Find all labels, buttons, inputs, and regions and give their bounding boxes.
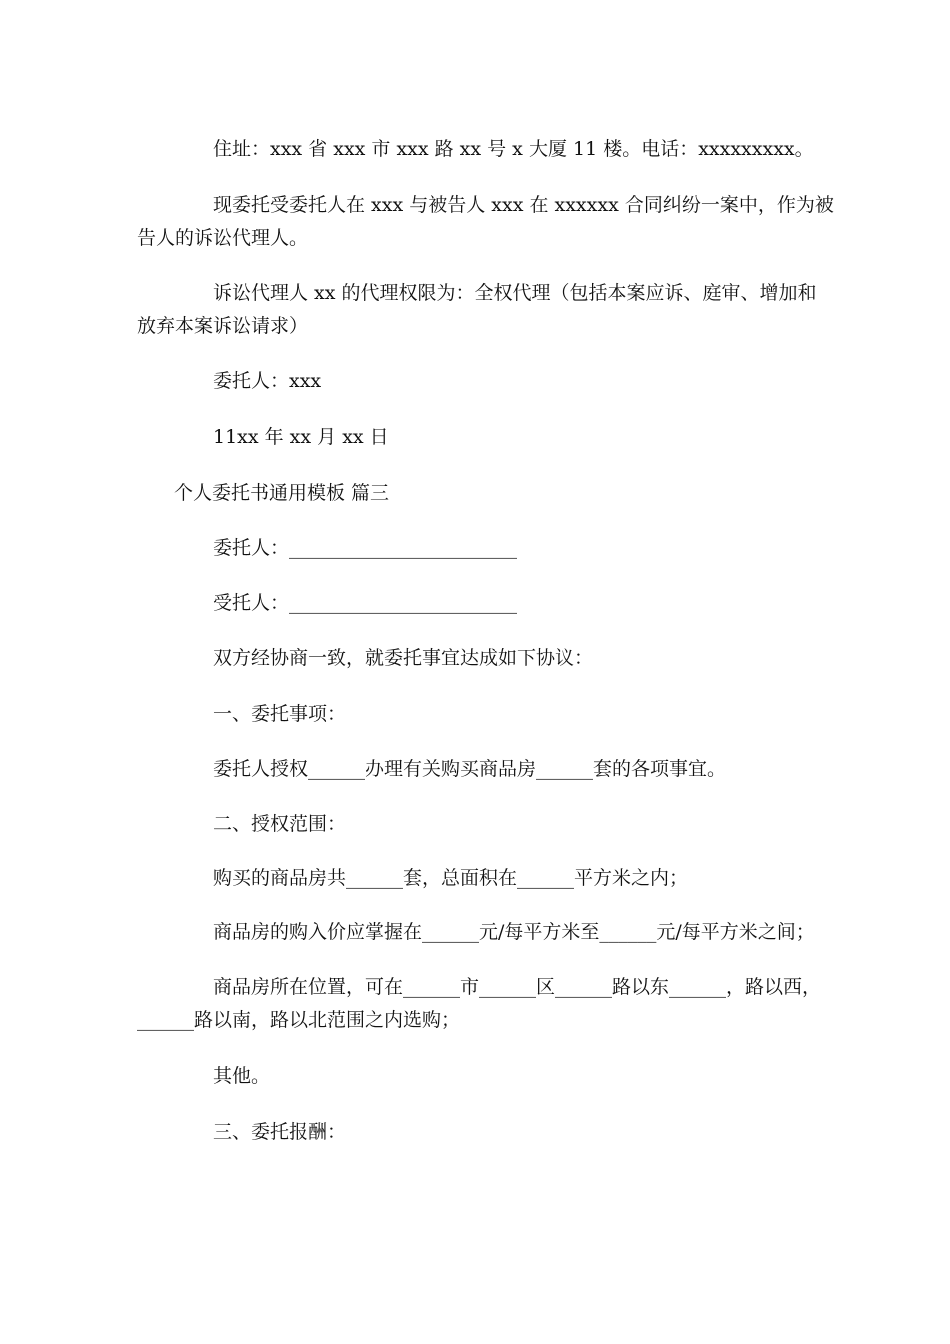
principal-field: 委托人：________________________ xyxy=(213,537,518,559)
clause-heading: 一、委托事项： xyxy=(213,703,347,725)
paragraph-line: 商品房的购入价应掌握在______元/每平方米至______元/每平方米之间； xyxy=(213,921,815,943)
clause-heading: 三、委托报酬： xyxy=(213,1121,347,1143)
paragraph-line: 双方经协商一致，就委托事宜达成如下协议： xyxy=(213,647,594,669)
paragraph-line: ______路以南，路以北范围之内选购； xyxy=(137,1009,461,1031)
paragraph-line: 现委托受委托人在 xxx 与被告人 xxx 在 xxxxxx 合同纠纷一案中，作为被 xyxy=(213,194,834,216)
paragraph-line: 购买的商品房共______套，总面积在______平方米之内； xyxy=(213,867,689,889)
agent-field: 受托人：________________________ xyxy=(213,592,518,614)
paragraph-line: 告人的诉讼代理人。 xyxy=(137,227,309,249)
paragraph-line: 其他。 xyxy=(213,1065,271,1087)
principal-line: 委托人：xxx xyxy=(213,370,322,392)
date-line: 11xx 年 xx 月 xx 日 xyxy=(213,426,389,448)
address-line: 住址：xxx 省 xxx 市 xxx 路 xx 号 x 大厦 11 楼。电话：xxxxxxxxx。 xyxy=(213,138,814,160)
paragraph-line: 放弃本案诉讼请求） xyxy=(137,315,309,337)
clause-heading: 二、授权范围： xyxy=(213,813,347,835)
paragraph-line: 委托人授权______办理有关购买商品房______套的各项事宜。 xyxy=(213,758,727,780)
section-heading: 个人委托书通用模板 篇三 xyxy=(174,482,390,504)
paragraph-line: 诉讼代理人 xx 的代理权限为：全权代理（包括本案应诉、庭审、增加和 xyxy=(213,282,817,304)
paragraph-line: 商品房所在位置，可在______市______区______路以东______，路以西， xyxy=(213,976,822,998)
